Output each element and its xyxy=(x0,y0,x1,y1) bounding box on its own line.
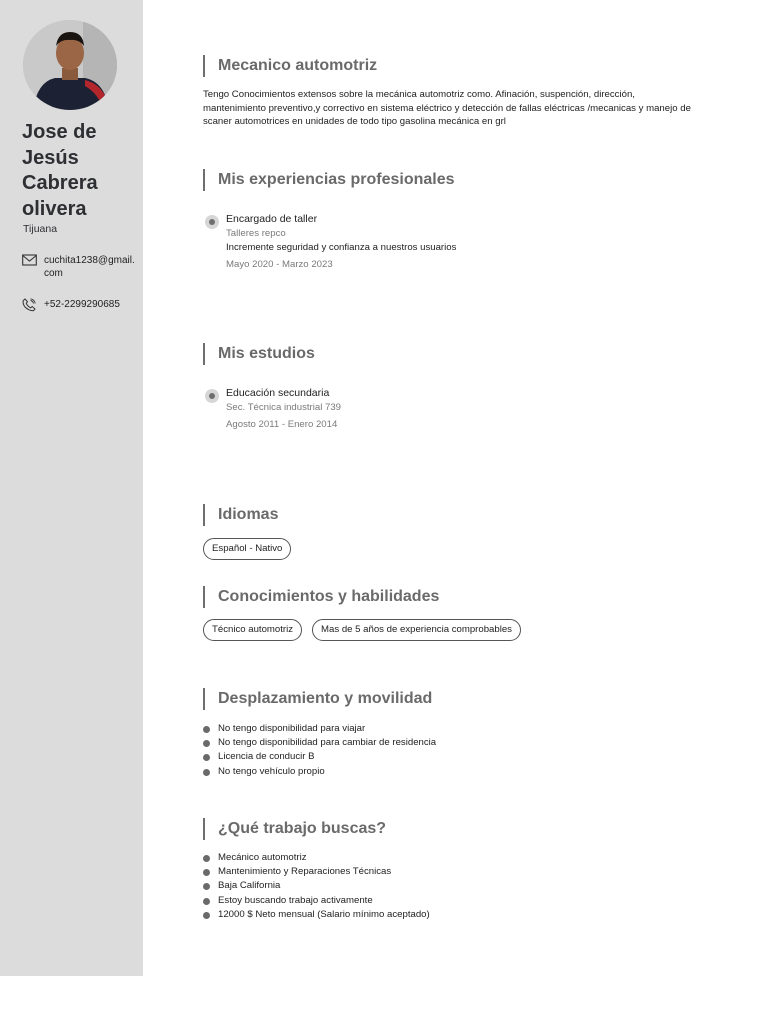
experience-dates: Mayo 2020 - Marzo 2023 xyxy=(226,259,333,270)
list-item: Mecánico automotriz xyxy=(203,851,430,865)
section-title-mobility: Desplazamiento y movilidad xyxy=(203,688,432,710)
education-school: Sec. Técnica industrial 739 xyxy=(226,402,342,413)
section-title-experience: Mis experiencias profesionales xyxy=(203,169,455,191)
envelope-icon xyxy=(22,254,38,268)
email-text[interactable]: cuchita1238@gmail.com xyxy=(44,255,135,279)
list-item: Mantenimiento y Reparaciones Técnicas xyxy=(203,865,430,879)
summary-text: Tengo Conocimientos extensos sobre la mecánica automotriz como. Afinación, suspención, dirección, mantenimiento preventivo,y correctivo en sistema eléctrico y detección de fallas eléctricas /mecanicas y manejo de scaner automotrices en unidades de todo tipo gasolina mecánica en grl xyxy=(203,89,691,127)
avatar-photo xyxy=(23,20,117,110)
experience-description: Incremente seguridad y confianza a nuestros usuarios xyxy=(226,242,457,253)
candidate-name: Jose de Jesús Cabrera olivera xyxy=(22,121,98,220)
contact-email[interactable] xyxy=(22,254,136,280)
education-dates: Agosto 2011 - Enero 2014 xyxy=(226,419,338,430)
skill-tag: Técnico automotriz xyxy=(203,619,302,641)
section-title-job-search: ¿Qué trabajo buscas? xyxy=(203,818,386,840)
experience-position: Encargado de taller xyxy=(226,213,318,225)
phone-text[interactable]: +52-2299290685 xyxy=(44,299,120,310)
education-degree: Educación secundaria xyxy=(226,387,330,399)
list-item: Estoy buscando trabajo activamente xyxy=(203,894,430,908)
mobility-list xyxy=(203,722,436,779)
job-search-list xyxy=(203,851,430,922)
sidebar xyxy=(0,0,143,976)
languages-list xyxy=(203,538,291,560)
section-title-languages: Idiomas xyxy=(203,504,278,526)
list-item: Licencia de conducir B xyxy=(203,750,436,764)
experience-company: Talleres repco xyxy=(226,228,286,239)
timeline-dot-icon xyxy=(205,389,219,403)
language-tag: Español - Nativo xyxy=(203,538,291,560)
section-title-education: Mis estudios xyxy=(203,343,315,365)
candidate-city: Tijuana xyxy=(23,223,58,235)
list-item: No tengo disponibilidad para cambiar de residencia xyxy=(203,736,436,750)
timeline-dot-icon xyxy=(205,215,219,229)
section-title-summary: Mecanico automotriz xyxy=(203,55,377,77)
phone-icon xyxy=(22,298,38,312)
list-item: Baja California xyxy=(203,879,430,893)
skill-tag: Mas de 5 años de experiencia comprobables xyxy=(312,619,521,641)
contact-phone[interactable] xyxy=(22,298,136,312)
skills-list xyxy=(203,619,521,641)
list-item: No tengo disponibilidad para viajar xyxy=(203,722,436,736)
list-item: 12000 $ Neto mensual (Salario mínimo aceptado) xyxy=(203,908,430,922)
list-item: No tengo vehículo propio xyxy=(203,765,436,779)
section-title-skills: Conocimientos y habilidades xyxy=(203,586,439,608)
